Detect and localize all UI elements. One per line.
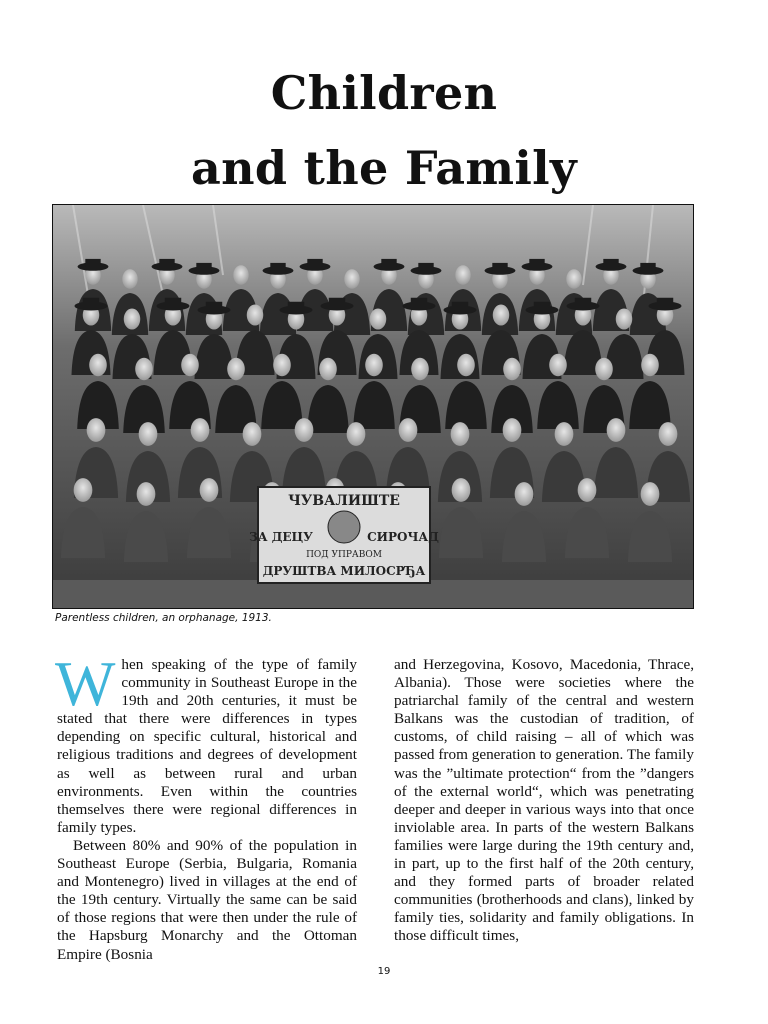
text-column-right <box>394 656 694 946</box>
sign-line-5: ПОД УПРАВОМ <box>306 550 382 560</box>
title-line-1: Children <box>270 66 498 120</box>
paragraph-3: and Herzegovina, Kosovo, Macedonia, Thrace, Albania). Those were societies where the patriarchal family of the central and western Balkans was the custodian of tradition, of customs, of child raising – all of which was passed from generation to generation. The family was the ”ultimate protection“ from the ”dangers of the external world“, which was penetrating deeper and deeper in various ways into that once inviolable area. In parts of the western Balkans families were large during the 19th century and, in part, up to the first half of the 20th century, and they formed parts of broader related communities (brotherhoods and clans), linked by family ties, solidarity and family obligations. In those difficult times, <box>394 656 694 945</box>
paragraph-2: Between 80% and 90% of the population in Southeast Europe (Serbia, Bulgaria, Romania and Montenegro) lived in villages at the end of the 19th century. Virtually the same can be said of those regions that were then under the rule of the Hapsburg Monarchy and the Ottoman Empire (Bosnia <box>57 836 357 963</box>
sign-line-1: ЧУВАЛИШТЕ <box>288 493 400 509</box>
title-line-2: and the Family <box>191 140 577 195</box>
sign-line-6: ДРУШТВА МИЛОСРЂА <box>262 564 426 578</box>
text-column-left <box>55 648 357 964</box>
paragraph-1 <box>55 648 357 837</box>
historical-photograph <box>52 204 694 609</box>
photo-caption: Parentless children, an orphanage, 1913. <box>55 612 272 624</box>
page-title <box>0 56 768 205</box>
drop-cap: W <box>55 648 116 719</box>
page-number: 19 <box>377 966 391 977</box>
ground <box>53 580 693 608</box>
group-photo-illustration <box>53 205 693 608</box>
sign-line-4: СИРОЧАД <box>367 530 439 544</box>
orphanage-sign <box>249 487 439 583</box>
paragraph-1-text: hen speaking of the type of family community in Southeast Europe in the 19th and 20th centuries, it must be stated that there were differences in types depending on specific cultural, historical and religious traditions and degrees of development as well as between rural and urban environments. Even within the countries themselves there were regional differences in family types. <box>57 656 357 836</box>
sign-line-3: ЗА ДЕЦУ <box>249 530 313 544</box>
